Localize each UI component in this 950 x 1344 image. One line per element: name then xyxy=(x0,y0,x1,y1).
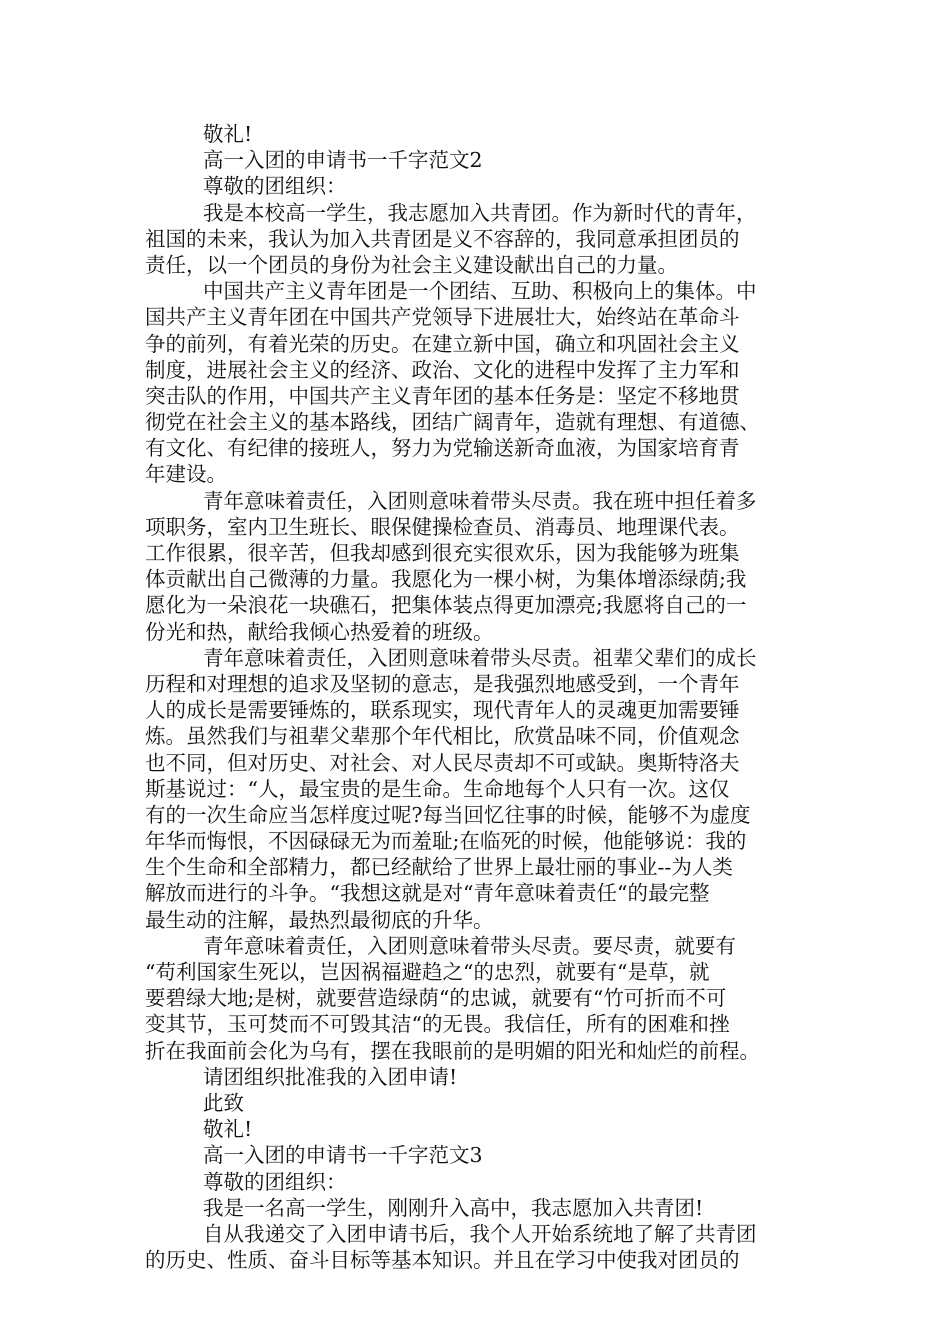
document-line: 国共产主义青年团在中国共产党领导下进展壮大，始终站在革命斗 xyxy=(145,305,740,330)
document-line: 尊敬的团组织： xyxy=(203,174,347,199)
document-line: 彻党在社会主义的基本路线，团结广阔青年，造就有理想、有道德、 xyxy=(145,410,760,435)
document-line: 敬礼! xyxy=(203,1117,253,1142)
document-line: 有的一次生命应当怎样度过呢?每当回忆往事的时候，能够不为虚度 xyxy=(145,802,751,827)
document-line: 青年意味着责任，入团则意味着带头尽责。祖辈父辈们的成长 xyxy=(203,645,757,670)
document-line: 最生动的注解，最热烈最彻底的升华。 xyxy=(145,907,494,932)
document-line: 斯基说过：“人，最宝贵的是生命。生命地每个人只有一次。这仅 xyxy=(145,776,730,801)
document-line: 中国共产主义青年团是一个团结、互助、积极向上的集体。中 xyxy=(203,279,757,304)
document-line: 工作很累，很辛苦，但我却感到很充实很欢乐，因为我能够为班集 xyxy=(145,541,740,565)
document-line: 年华而悔恨，不因碌碌无为而羞耻;在临死的时候，他能够说：我的 xyxy=(145,829,747,854)
document-line: 责任，以一个团员的身份为社会主义建设献出自己的力量。 xyxy=(145,252,678,277)
document-line: 有文化、有纪律的接班人，努力为党输送新奇血液，为国家培育青 xyxy=(145,436,740,461)
document-line: 的历史、性质、奋斗目标等基本知识。并且在学习中使我对团员的 xyxy=(145,1248,740,1273)
document-line: 请团组织批准我的入团申请! xyxy=(203,1064,458,1089)
document-body xyxy=(145,121,825,1273)
document-line: 生个生命和全部精力，都已经献给了世界上最壮丽的事业--为人类 xyxy=(145,855,733,880)
document-line: 人的成长是需要锤炼的，联系现实，现代青年人的灵魂更加需要锤 xyxy=(145,698,740,723)
document-line: 突击队的作用，中国共产主义青年团的基本任务是：坚定不移地贯 xyxy=(145,383,740,408)
document-line: 体贡献出自己微薄的力量。我愿化为一棵小树，为集体增添绿荫;我 xyxy=(145,567,747,592)
document-line: 折在我面前会化为乌有，摆在我眼前的是明媚的阳光和灿烂的前程。 xyxy=(145,1038,760,1063)
document-line: 敬礼! xyxy=(203,122,253,146)
document-line: 项职务，室内卫生班长、眼保健操检查员、消毒员、地理课代表。 xyxy=(145,514,740,539)
document-line: 年建设。 xyxy=(145,462,227,487)
document-line: 要碧绿大地;是树，就要营造绿荫“的忠诚，就要有“竹可折而不可 xyxy=(145,986,727,1011)
document-line: 自从我递交了入团申请书后，我个人开始系统地了解了共青团 xyxy=(203,1221,757,1246)
document-line: 我是本校高一学生，我志愿加入共青团。作为新时代的青年， xyxy=(203,200,757,225)
document-line: 愿化为一朵浪花一块礁石，把集体装点得更加漂亮;我愿将自己的一 xyxy=(145,593,747,618)
document-line: 青年意味着责任，入团则意味着带头尽责。我在班中担任着多 xyxy=(203,488,757,513)
document-line: 变其节，玉可焚而不可毁其洁“的无畏。我信任，所有的困难和挫 xyxy=(145,1012,730,1037)
document-line: 青年意味着责任，入团则意味着带头尽责。要尽责，就要有 xyxy=(203,933,736,958)
document-line: 祖国的未来，我认为加入共青团是义不容辞的，我同意承担团员的 xyxy=(145,226,740,251)
document-line: 争的前列，有着光荣的历史。在建立新中国，确立和巩固社会主义 xyxy=(145,331,740,356)
document-line: 尊敬的团组织： xyxy=(203,1169,347,1194)
document-line: 历程和对理想的追求及坚韧的意志，是我强烈地感受到，一个青年 xyxy=(145,671,740,696)
document-line: 份光和热，献给我倾心热爱着的班级。 xyxy=(145,619,494,644)
document-line: 我是一名高一学生，刚刚升入高中，我志愿加入共青团! xyxy=(203,1195,704,1220)
document-line: 解放而进行的斗争。“我想这就是对“青年意味着责任“的最完整 xyxy=(145,881,710,906)
document-line: 高一入团的申请书一千字范文2 xyxy=(203,148,483,173)
document-line: “苟利国家生死以，岂因祸福避趋之“的忠烈，就要有“是草，就 xyxy=(145,960,710,984)
document-line: 制度，进展社会主义的经济、政治、文化的进程中发挥了主力军和 xyxy=(145,357,740,382)
document-line: 此致 xyxy=(203,1090,244,1115)
document-line: 高一入团的申请书一千字范文3 xyxy=(203,1143,483,1168)
document-line: 炼。虽然我们与祖辈父辈那个年代相比，欣赏品味不同，价值观念 xyxy=(145,724,740,749)
document-line: 也不同，但对历史、对社会、对人民尽责却不可或缺。奥斯特洛夫 xyxy=(145,750,740,775)
